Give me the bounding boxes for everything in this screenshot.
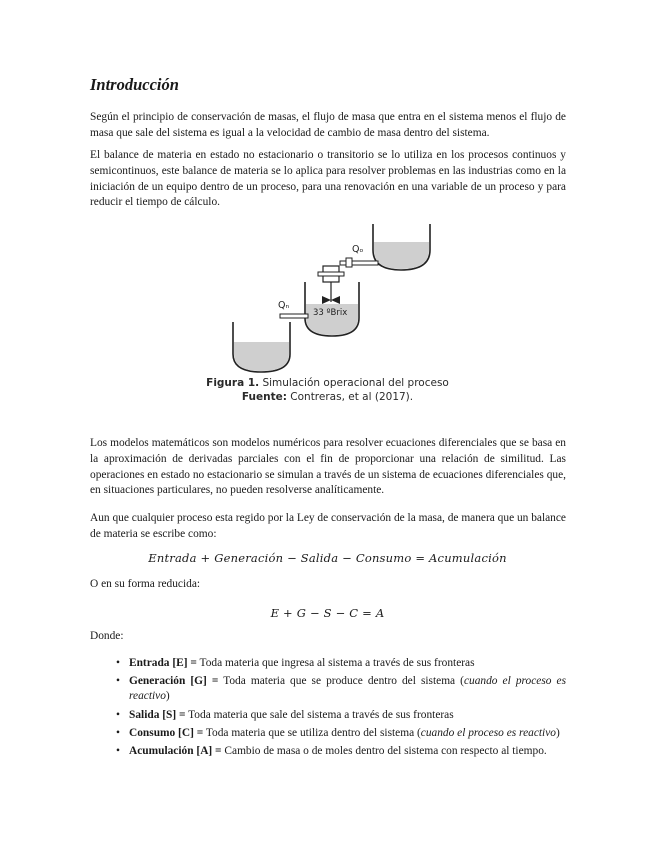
inlet-tank [233, 322, 290, 372]
definition-note: cuando el proceso es reactivo [129, 675, 566, 703]
figure-source-text: Contreras, et al (2017). [290, 391, 414, 403]
definition-note: cuando el proceso es reactivo [420, 726, 556, 739]
definition: Toda materia que ingresa al sistema a través de sus fronteras [196, 657, 475, 669]
definition: Toda materia que sale del sistema a través de sus fronteras [185, 708, 454, 721]
definition: Toda materia que se produce dentro del sistema ( [218, 675, 464, 688]
term: Consumo [C] = [129, 726, 204, 739]
definition: Cambio de masa o de moles dentro del sistema con respecto al tiempo. [221, 745, 547, 758]
definition-tail: ) [555, 726, 560, 739]
mixing-tank [305, 266, 359, 336]
list-item [90, 656, 566, 671]
bullet-marker: • [116, 726, 120, 739]
list-item [90, 708, 566, 723]
paragraph-mass-law: Aun que cualquier proceso esta regido por la Ley de conservación de la masa, de manera que un balance de materia se escribe como: [90, 512, 566, 540]
bullet-marker: • [116, 675, 120, 688]
figure-caption-text: Simulación operacional del proceso [262, 377, 449, 389]
paragraph-unsteady-balance: El balance de materia en estado no estacionario o transitorio se lo utiliza en los procesos continuos y semicontinuos, este balance de materia se lo aplica para resolver problemas en las industrias como en la iniciación de un equipo dentro de un proceso, para una renovación en una variable de un proceso y para reducir el tiempo de cálculo. [90, 149, 566, 209]
definitions-list [90, 656, 566, 762]
term: Entrada [E] = [129, 657, 197, 669]
figure-caption [0, 377, 655, 389]
list-item [90, 726, 566, 741]
inlet-pipe [280, 314, 308, 318]
outlet-pipe [340, 258, 378, 267]
figure-source-label: Fuente: [241, 391, 287, 403]
reduced-form-intro: O en su forma reducida: [90, 578, 201, 590]
formula-reduced: E + G − S − C = A [270, 606, 385, 620]
tank-brix-label: 33 ºBrix [313, 308, 348, 318]
formula-full: Entrada + Generación − Salida − Consumo = Acumulación [148, 551, 507, 565]
section-heading: Introducción [90, 75, 179, 94]
q-out-label: Qₒ [352, 244, 364, 255]
donde-label: Donde: [90, 630, 124, 642]
bullet-marker: • [116, 745, 120, 758]
paragraph-math-models: Los modelos matemáticos son modelos numéricos para resolver ecuaciones diferenciales que se basa en la aproximación de derivadas parciales con el fin de proporcionar una relación de similitud. Las operaciones en estado no estacionario se simulan a través de un sistema de ecuaciones diferenciales que, en situaciones particulares, no pueden resolverse analíticamente. [90, 437, 566, 497]
list-item [90, 674, 566, 704]
outlet-tank [373, 224, 430, 270]
definition: Toda materia que se utiliza dentro del sistema ( [203, 726, 421, 739]
term: Generación [G] = [129, 675, 219, 688]
term: Salida [S] = [129, 708, 186, 721]
definition-tail: ) [165, 690, 170, 703]
bullet-marker: • [116, 708, 120, 721]
bullet-marker: • [116, 657, 120, 669]
term: Acumulación [A] = [129, 745, 222, 758]
figure-caption-label: Figura 1. [206, 377, 260, 389]
paragraph-mass-conservation: Según el principio de conservación de masas, el flujo de masa que entra en el sistema menos el flujo de masa que sale del sistema es igual a la velocidad de cambio de masa dentro del sistema. [90, 111, 566, 139]
list-item [90, 744, 566, 759]
q-in-label: Qₙ [278, 300, 290, 311]
figure-source [0, 391, 655, 403]
